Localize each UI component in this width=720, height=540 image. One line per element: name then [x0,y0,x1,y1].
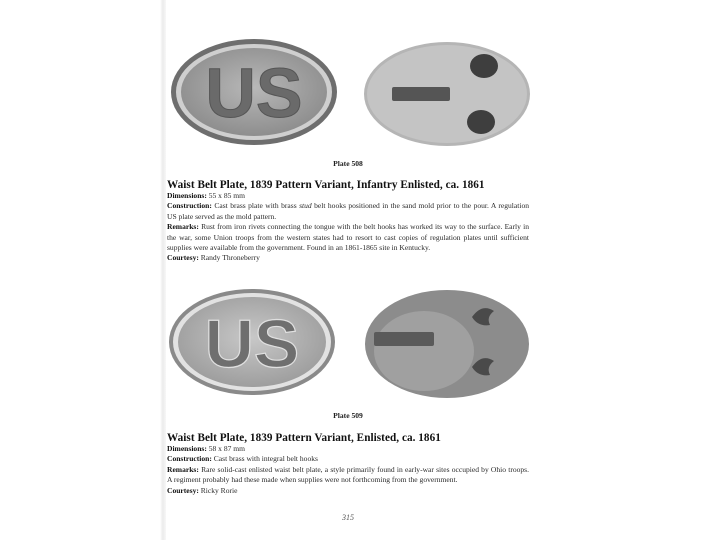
remarks-text: Rust from iron rivets connecting the tongue with the belt hooks has worked its way to the surface. Early in the war, some Union troops from the western states had to resort to cast copies of regulation plates until sufficient supplies were available from the government. Found in an 1861-1865 site in Kentucky. [167,222,530,253]
construction-text-cont: belt hooks positioned in the sand mold prior to the pour. A regulation US plate served as the mold pattern. [167,201,529,221]
plate-508-entry [167,179,529,264]
construction-text: Cast brass plate with brass [214,201,300,211]
plate-509-remarks [167,465,529,486]
plate-508-courtesy [167,253,529,263]
plate-509-construction [167,454,529,464]
construction-emphasis: stud [299,201,312,211]
plate-508-caption: Plate 508 [333,159,363,168]
dimensions-label: Dimensions: [167,191,207,200]
plate-509-caption: Plate 509 [333,411,363,420]
plate-508-front-image [169,37,339,147]
plate-509-courtesy [167,486,529,496]
page-edge-shadow [160,0,166,540]
plate-508-dimensions [167,191,529,201]
courtesy-value: Ricky Rorie [200,485,238,495]
construction-label: Construction: [167,454,212,464]
plate-508-title: Waist Belt Plate, 1839 Pattern Variant, Infantry Enlisted, ca. 1861 [167,179,485,191]
svg-text:US: US [204,306,300,382]
construction-text: Cast brass with integral belt hooks [213,454,318,464]
plate-509-back-image [364,289,530,400]
plate-509-title: Waist Belt Plate, 1839 Pattern Variant, Enlisted, ca. 1861 [167,432,441,444]
plate-509-entry [167,432,529,496]
courtesy-label: Courtesy: [167,485,199,495]
courtesy-value: Randy Throneberry [200,253,260,263]
remarks-label: Remarks: [167,222,199,232]
courtesy-label: Courtesy: [167,253,199,263]
dimensions-value: 58 x 87 mm [208,444,246,453]
page-number: 315 [342,513,354,522]
plate-508-remarks [167,222,529,253]
remarks-label: Remarks: [167,464,199,474]
svg-text:US: US [205,54,303,132]
construction-label: Construction: [167,201,212,211]
plate-508-back-image [362,40,532,148]
dimensions-value: 55 x 85 mm [208,191,246,200]
plate-508-construction [167,201,529,222]
plate-509-front-image [167,287,337,397]
plate-509-dimensions [167,444,529,454]
dimensions-label: Dimensions: [167,444,207,453]
remarks-text: Rare solid-cast enlisted waist belt plate, a style primarily found in early-war sites occupied by Ohio troops. A regiment probably had these made when supplies were not forthcoming from the government. [167,464,529,485]
